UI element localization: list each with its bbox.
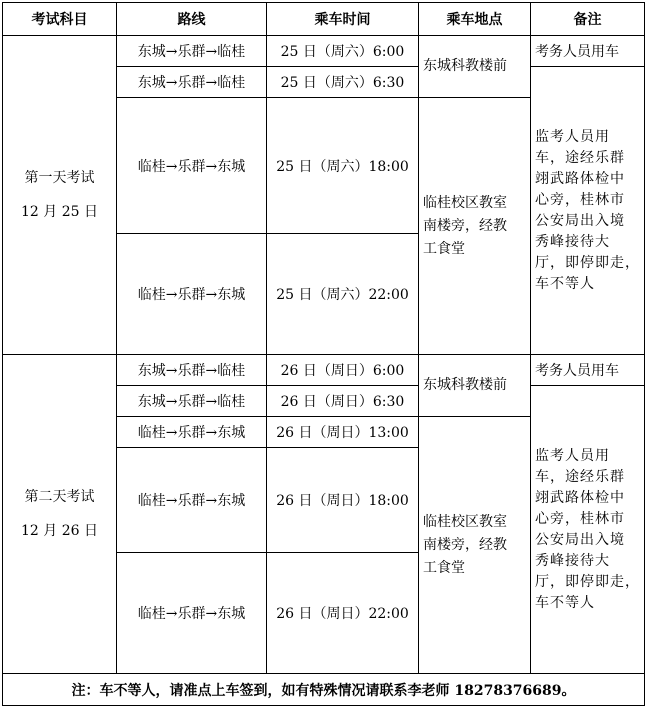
note-line: 公安局出入境: [535, 212, 625, 229]
day1-subject: [3, 36, 117, 355]
day2-subject-title: 第二天考试: [24, 489, 95, 505]
route-cell: 东城→乐群→临桂: [117, 36, 267, 67]
day2-subject: [3, 355, 117, 674]
note-line: 翊武路体检中: [535, 489, 625, 506]
note-line: 秀峰接待大: [535, 552, 610, 569]
note-line: 车不等人: [535, 275, 595, 292]
place-line: 工食堂: [423, 240, 465, 257]
note-line: 心旁，桂林市: [535, 191, 625, 208]
header-row: [3, 3, 645, 36]
day1-place-lingui: [419, 98, 531, 355]
header-note: 备注: [531, 3, 645, 36]
footer-note: 注：车不等人，请准点上车签到，如有特殊情况请联系李老师 18278376689。: [3, 674, 645, 706]
time-cell: 25 日（周六）18:00: [267, 98, 419, 234]
table-row: [3, 355, 645, 386]
place-line: 工食堂: [423, 559, 465, 576]
day1-subject-date: 12 月 25 日: [21, 204, 98, 220]
note-line: 秀峰接待大: [535, 233, 610, 250]
note-line: 厅，即停即走，: [535, 254, 640, 271]
note-line: 车不等人: [535, 594, 595, 611]
header-place: 乘车地点: [419, 3, 531, 36]
place-line: 南楼旁，经教: [423, 536, 507, 553]
time-cell: 26 日（周日）22:00: [267, 553, 419, 674]
day1-subject-title: 第一天考试: [24, 170, 95, 186]
header-time: 乘车时间: [267, 3, 419, 36]
time-cell: 26 日（周日）6:30: [267, 386, 419, 417]
route-cell: 临桂→乐群→东城: [117, 553, 267, 674]
note-line: 监考人员用: [535, 447, 610, 464]
day1-place-dongcheng: 东城科教楼前: [419, 36, 531, 98]
day2-place-dongcheng: 东城科教楼前: [419, 355, 531, 417]
note-line: 车，途经乐群: [535, 149, 625, 166]
time-cell: 25 日（周六）6:30: [267, 67, 419, 98]
note-line: 车，途经乐群: [535, 468, 625, 485]
route-cell: 临桂→乐群→东城: [117, 448, 267, 553]
table-row: [3, 36, 645, 67]
day2-note-staff-top: 考务人员用车: [531, 355, 645, 386]
route-cell: 临桂→乐群→东城: [117, 234, 267, 355]
route-cell: 东城→乐群→临桂: [117, 355, 267, 386]
day1-note-staff-top: 考务人员用车: [531, 36, 645, 67]
route-cell: 东城→乐群→临桂: [117, 386, 267, 417]
place-line: 南楼旁，经教: [423, 217, 507, 234]
time-cell: 26 日（周日）6:00: [267, 355, 419, 386]
note-line: 心旁，桂林市: [535, 510, 625, 527]
note-line: 翊武路体检中: [535, 170, 625, 187]
day2-place-lingui: [419, 417, 531, 674]
note-line: 公安局出入境: [535, 531, 625, 548]
footer-row: [3, 674, 645, 706]
time-cell: 25 日（周六）6:00: [267, 36, 419, 67]
route-cell: 临桂→乐群→东城: [117, 98, 267, 234]
note-line: 监考人员用: [535, 128, 610, 145]
place-line: 临桂校区教室: [423, 513, 507, 530]
header-route: 路线: [117, 3, 267, 36]
route-cell: 临桂→乐群→东城: [117, 417, 267, 448]
time-cell: 26 日（周日）18:00: [267, 448, 419, 553]
time-cell: 26 日（周日）13:00: [267, 417, 419, 448]
day2-subject-date: 12 月 26 日: [21, 523, 98, 539]
route-cell: 东城→乐群→临桂: [117, 67, 267, 98]
time-cell: 25 日（周六）22:00: [267, 234, 419, 355]
place-line: 临桂校区教室: [423, 194, 507, 211]
bus-schedule-table: [2, 2, 645, 706]
header-subject: 考试科目: [3, 3, 117, 36]
day1-note-invigilator: [531, 67, 645, 355]
note-line: 厅，即停即走，: [535, 573, 640, 590]
